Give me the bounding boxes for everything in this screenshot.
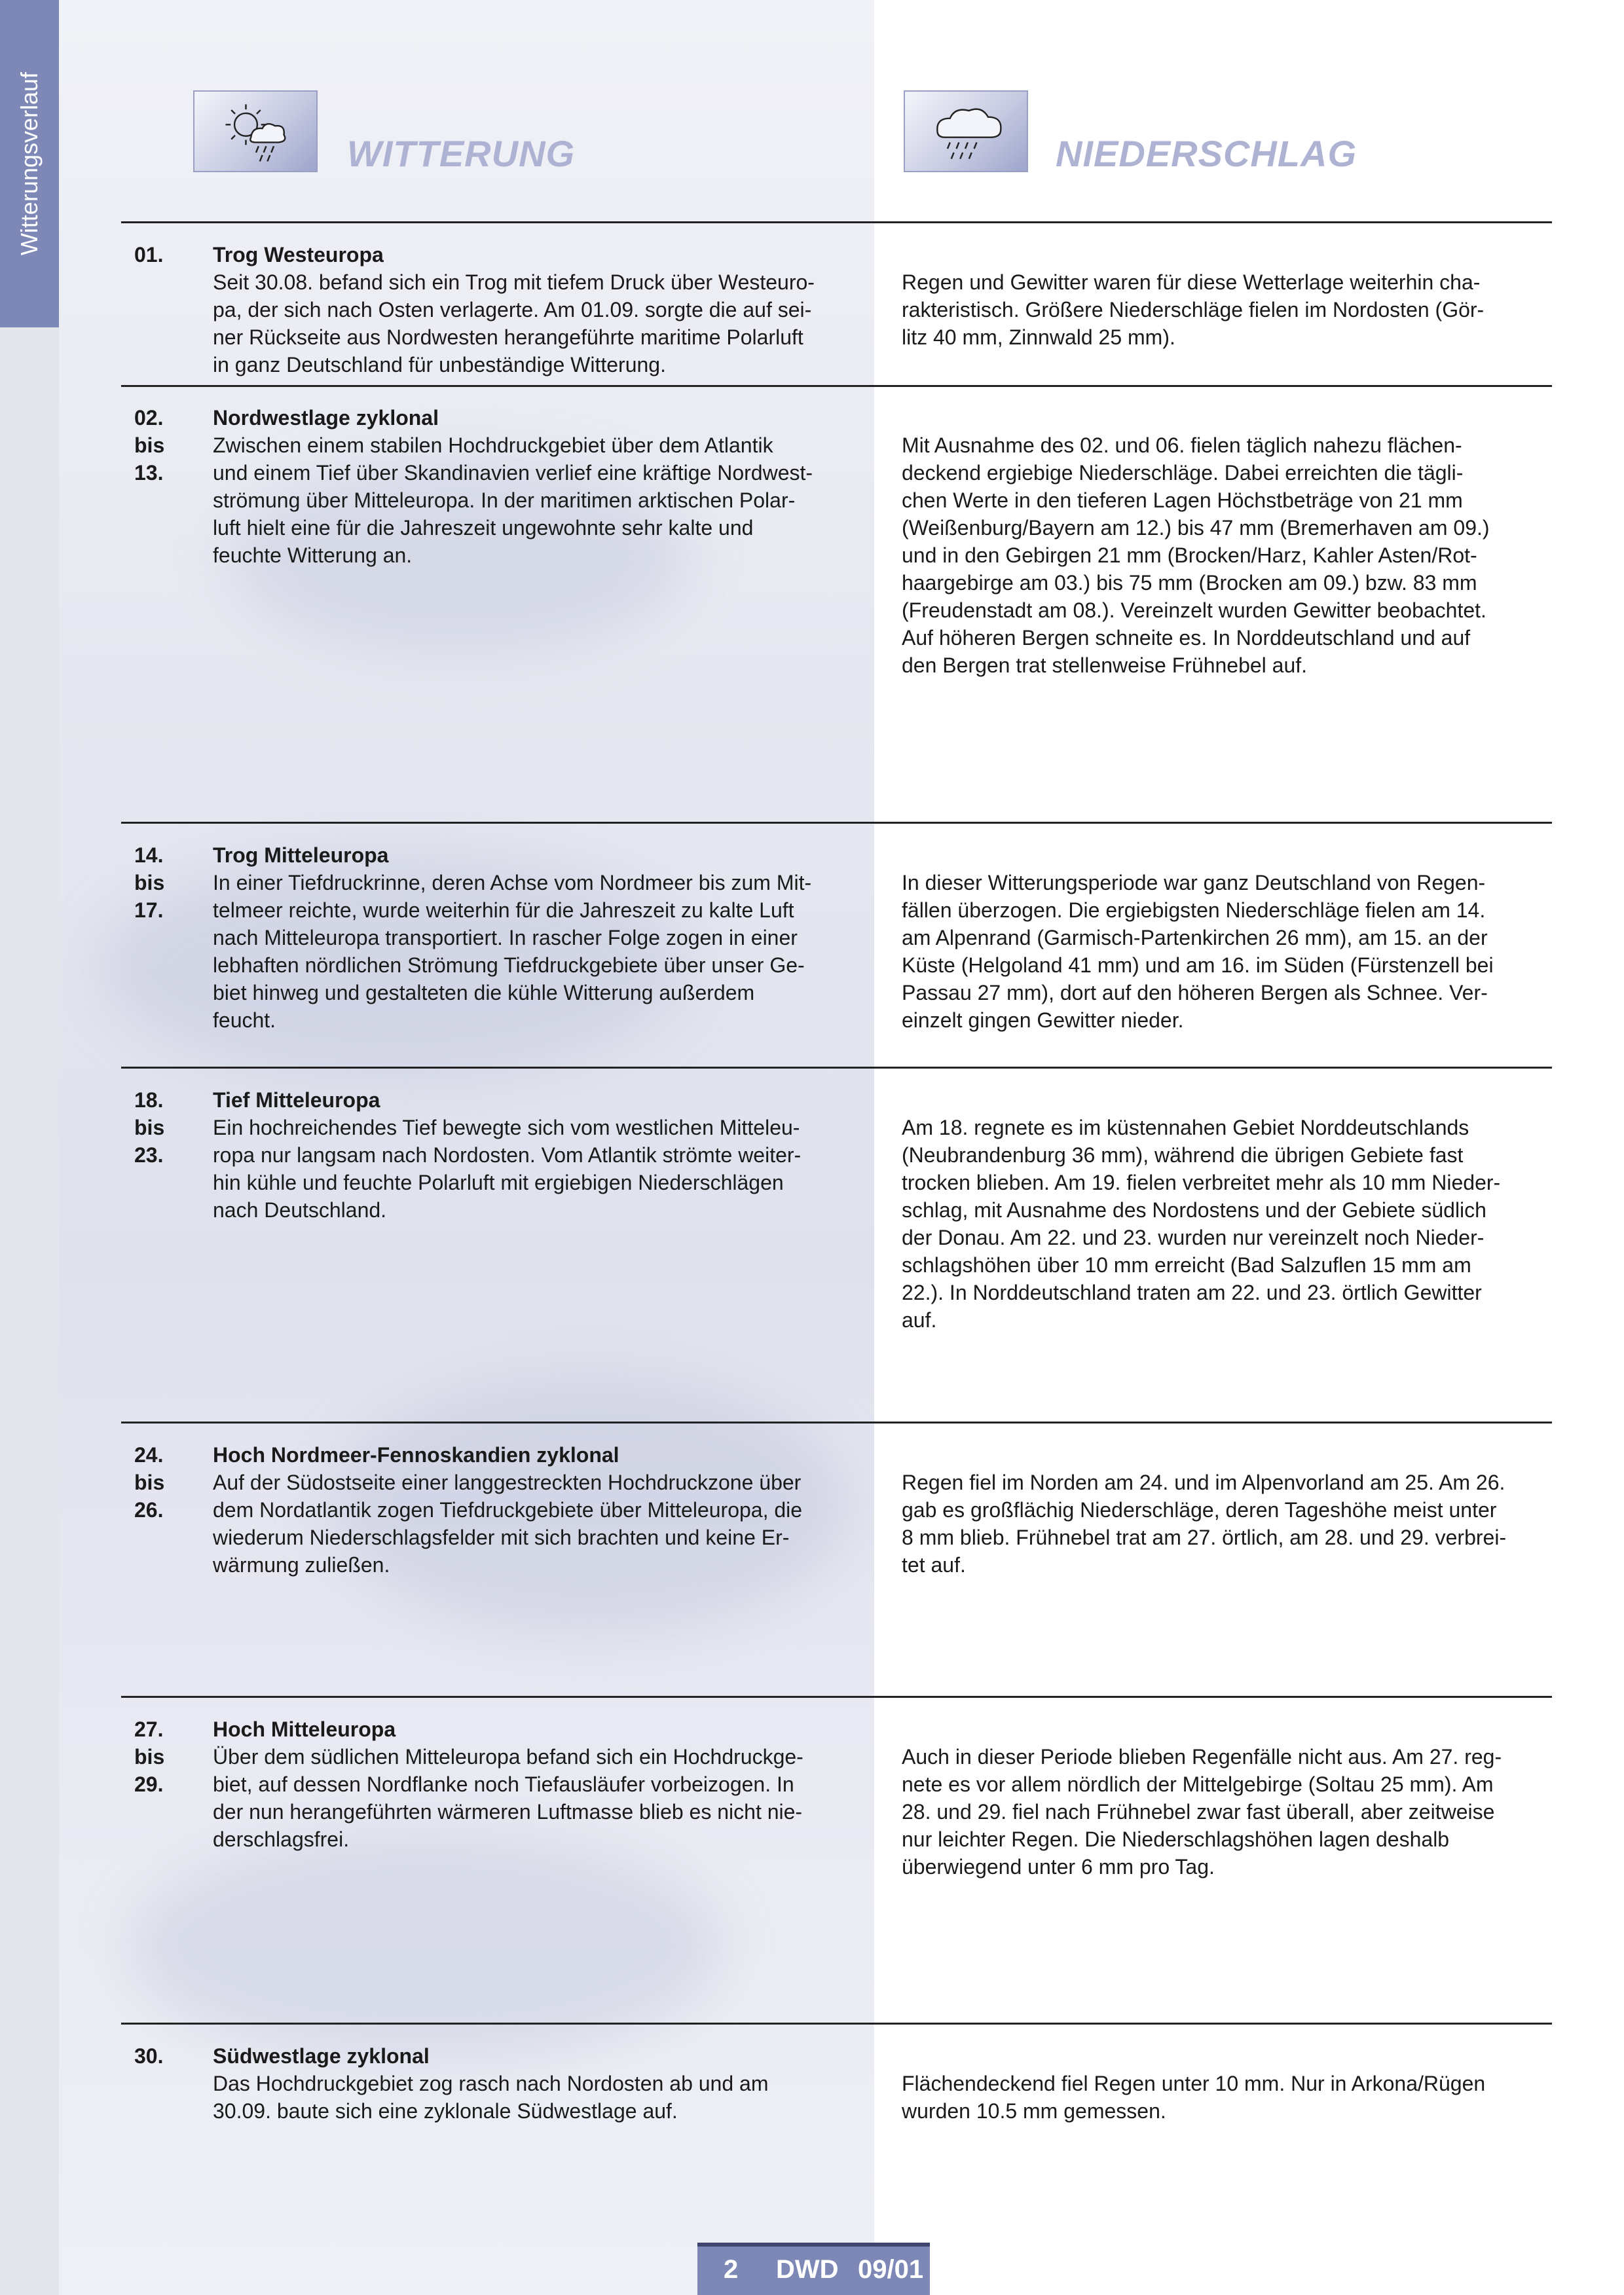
weather-description: Trog Westeuropa Seit 30.08. befand sich ein Trog mit tiefem Druck über Westeuro- pa, der sich nach Osten verlagerte. Am 01.09. sorgte die auf sei- ner Rückseite aus Nordwesten herangeführte maritime Polarluft in ganz Deutschland für unbeständige Witterung. <box>213 241 953 378</box>
precipitation-description: Flächendeckend fiel Regen unter 10 mm. Nur in Arkona/Rügen wurden 10.5 mm gemessen. <box>902 2072 1486 2123</box>
row-divider <box>121 822 1552 824</box>
period-days: 24. bis 26. <box>134 1443 165 1522</box>
side-strip <box>0 0 59 2295</box>
period-days: 02. bis 13. <box>134 406 165 485</box>
weather-type-title: Trog Westeuropa <box>213 243 384 266</box>
precipitation-description: Am 18. regnete es im küstennahen Gebiet Norddeutschlands (Neubrandenburg 36 mm), während die übrigen Gebiete fast trocken blieben. Am 19. fielen verbreitet mehr als 10 mm Nieder- schlag, mit Ausnahme des Nordostens und der Gebiete südlich der Donau. Am 22. und 23. wurden nur vereinzelt noch Nieder- schlagshöhen über 10 mm erreicht (Bad Salzuflen 15 mm am 22.). In Norddeutschland traten am 22. und 23. örtlich Gewitter auf. <box>902 1116 1501 1332</box>
row-divider <box>121 385 1552 387</box>
weather-description: Hoch Mitteleuropa Über dem südlichen Mitteleuropa befand sich ein Hochdruckge- biet, auf dessen Nordflanke noch Tiefausläufer vorbeizogen. In der nun herangeführten wärmeren Luftmasse blieb es nicht nie- derschlagsfrei. <box>213 1716 953 1853</box>
weather-type-title: Hoch Nordmeer-Fennoskandien zyklonal <box>213 1443 619 1467</box>
weather-description: Südwestlage zyklonal Das Hochdruckgebiet zog rasch nach Nordosten ab und am 30.09. baute sich eine zyklonale Südwestlage auf. <box>213 2042 953 2125</box>
sun-rain-icon <box>193 90 318 172</box>
weather-description: Tief Mitteleuropa Ein hochreichendes Tief bewegte sich vom westlichen Mitteleu- ropa nur langsam nach Nordosten. Vom Atlantik strömte weiter- hin kühle und feuchte Polarluft mit ergiebigen Niederschlägen nach Deutschland. <box>213 1086 953 1224</box>
weather-description: Nordwestlage zyklonal Zwischen einem stabilen Hochdruckgebiet über dem Atlantik und einem Tief über Skandinavien verlief eine kräftige Nordwest- strömung über Mitteleuropa. In der maritimen arktischen Polar- luft hielt eine für die Jahreszeit ungewohnte sehr kalte und feuchte Witterung an. <box>213 404 953 569</box>
weather-description: Hoch Nordmeer-Fennoskandien zyklonal Auf der Südostseite einer langgestreckten Hochdruckzone über dem Nordatlantik zogen Tiefdruckgebiete über Mitteleuropa, die wiederum Niederschlagsfelder mit sich brachten und keine Er- wärmung zuließen. <box>213 1441 953 1579</box>
period-days: 14. bis 17. <box>134 843 165 922</box>
weather-type-title: Südwestlage zyklonal <box>213 2044 430 2068</box>
row-divider <box>121 1422 1552 1423</box>
weather-description: Trog Mitteleuropa In einer Tiefdruckrinne, deren Achse vom Nordmeer bis zum Mit- telmeer reichte, wurde weiterhin für die Jahreszeit zu kalte Luft nach Mitteleuropa transportiert. In rascher Folge zogen in einer lebhaften nördlichen Strömung Tiefdruckgebiete über unser Ge- biet hinweg und gestalteten die kühle Witterung außerdem feucht. <box>213 841 953 1034</box>
publisher-label: DWD <box>776 2255 839 2284</box>
page-footer <box>697 2243 930 2295</box>
period-days: 30. <box>134 2044 164 2068</box>
precipitation-description: Regen und Gewitter waren für diese Wetterlage weiterhin cha- rakteristisch. Größere Niederschläge fielen im Nordosten (Gör- litz 40 mm, Zinnwald 25 mm). <box>902 270 1485 349</box>
side-tab <box>0 0 59 327</box>
precipitation-description: In dieser Witterungsperiode war ganz Deutschland von Regen- fällen überzogen. Die ergiebigsten Niederschläge fielen am 14. am Alpenrand (Garmisch-Partenkirchen 26 mm), am 15. an der Küste (Helgoland 41 mm) und am 16. im Süden (Fürstenzell bei Passau 27 mm), dort auf den höheren Bergen als Schnee. Ver- einzelt gingen Gewitter nieder. <box>902 871 1494 1032</box>
precipitation-description: Mit Ausnahme des 02. und 06. fielen täglich nahezu flächen- deckend ergiebige Niederschläge. Dabei erreichten die tägli- chen Werte in den tieferen Lagen Höchstbeträge von 21 mm (Weißenburg/Bayern am 12.) bis 47 mm (Bremerhaven am 09.) und in den Gebirgen 21 mm (Brocken/Harz, Kahler Asten/Rot- haargebirge am 03.) bis 75 mm (Brocken am 09.) bzw. 83 mm (Freudenstadt am 08.). Vereinzelt wurden Gewitter beobachtet. Auf höheren Bergen schneite es. In Norddeutschland und auf den Bergen trat stellenweise Frühnebel auf. <box>902 433 1490 677</box>
row-divider <box>121 221 1552 223</box>
side-label: Witterungsverlauf <box>16 71 43 256</box>
rain-cloud-icon <box>904 90 1028 172</box>
precipitation-description: Regen fiel im Norden am 24. und im Alpenvorland am 25. Am 26. gab es großflächig Niederschläge, deren Tageshöhe meist unter 8 mm blieb. Frühnebel trat am 27. örtlich, am 28. und 29. verbrei- tet auf. <box>902 1471 1507 1577</box>
weather-type-title: Hoch Mitteleuropa <box>213 1717 396 1741</box>
period-days: 01. <box>134 243 164 266</box>
period-days: 27. bis 29. <box>134 1717 165 1796</box>
weather-type-title: Tief Mitteleuropa <box>213 1088 380 1112</box>
header-witterung: WITTERUNG <box>347 133 576 174</box>
row-divider <box>121 1696 1552 1698</box>
period-days: 18. bis 23. <box>134 1088 165 1167</box>
weather-type-title: Nordwestlage zyklonal <box>213 406 439 430</box>
precipitation-description: Auch in dieser Periode blieben Regenfälle nicht aus. Am 27. reg- nete es vor allem nördlich der Mittelgebirge (Soltau 25 mm). Am 28. und 29. fiel nach Frühnebel zwar fast überall, aber zeitweise nur leichter Regen. Die Niederschlagshöhen lagen deshalb überwiegend unter 6 mm pro Tag. <box>902 1745 1502 1879</box>
header-niederschlag: NIEDERSCHLAG <box>1056 133 1357 174</box>
issue-label: 09/01 <box>858 2255 924 2284</box>
row-divider <box>121 1067 1552 1069</box>
row-divider <box>121 2023 1552 2025</box>
weather-type-title: Trog Mitteleuropa <box>213 843 389 867</box>
page-number: 2 <box>724 2255 739 2284</box>
